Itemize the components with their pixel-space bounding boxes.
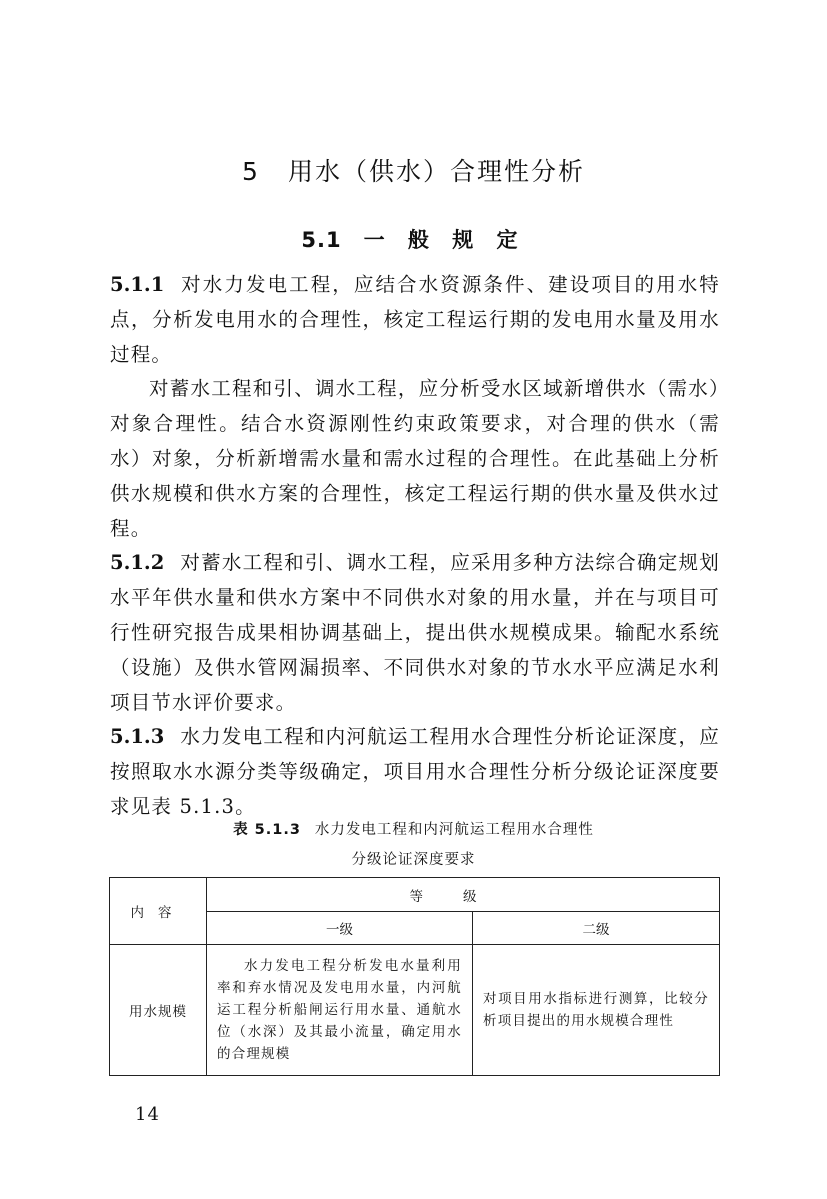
paragraph-text: 水力发电工程和内河航运工程用水合理性分析论证深度，应按照取水水源分类等级确定，项目用水合理性分析分级论证深度要求见表 5.1.3。 [110,725,720,818]
paragraph-continuation [110,372,720,546]
paragraph-text: 对水力发电工程，应结合水资源条件、建设项目的用水特点，分析发电用水的合理性，核定工程运行期的发电用水量及用水过程。 [110,273,720,366]
chapter-title [0,152,827,188]
paragraph-5-1-1 [110,268,720,372]
section-title-text: 一 般 规 定 [363,228,526,252]
cell-level-1: 水力发电工程分析发电水量利用率和弃水情况及发电用水量，内河航运工程分析船闸运行用水量、通航水位（水深）及其最小流量，确定用水的合理规模 [207,945,473,1076]
table-caption-line1: 水力发电工程和内河航运工程用水合理性 [314,822,594,838]
header-grade: 等级 [207,878,720,912]
chapter-title-text: 用水（供水）合理性分析 [287,157,585,186]
section-title [0,224,827,254]
header-level-2: 二级 [473,912,720,945]
clause-number: 5.1.2 [110,551,165,575]
clause-number: 5.1.1 [110,273,165,296]
body-text [110,268,720,825]
page-number: 14 [135,1104,160,1125]
paragraph-text: 对蓄水工程和引、调水工程，应分析受水区域新增供水（需水）对象合理性。结合水资源刚性约束政策要求，对合理的供水（需水）对象，分析新增需水量和需水过程的合理性。在此基础上分析供水规模和供水方案的合理性，核定工程运行期的供水量及供水过程。 [110,377,720,540]
chapter-number: 5 [242,157,260,186]
section-number: 5.1 [301,228,342,252]
table-row [110,945,720,1076]
table-caption-line2: 分级论证深度要求 [351,852,476,868]
paragraph-5-1-2 [110,546,720,720]
paragraph-text: 对蓄水工程和引、调水工程，应采用多种方法综合确定规划水平年供水量和供水方案中不同供水对象的用水量，并在与项目可行性研究报告成果相协调基础上，提出供水规模成果。输配水系统（设施）及供水管网漏损率、不同供水对象的节水水平应满足水利项目节水评价要求。 [110,551,720,714]
clause-number: 5.1.3 [110,725,165,749]
header-level-1: 一级 [207,912,473,945]
header-content: 内容 [110,878,207,945]
table-caption [0,818,827,839]
table-number: 表 5.1.3 [233,822,301,838]
requirements-table [109,877,720,1076]
cell-level-2: 对项目用水指标进行测算，比较分析项目提出的用水规模合理性 [473,945,720,1076]
row-label: 用水规模 [110,945,207,1076]
paragraph-5-1-3 [110,720,720,824]
